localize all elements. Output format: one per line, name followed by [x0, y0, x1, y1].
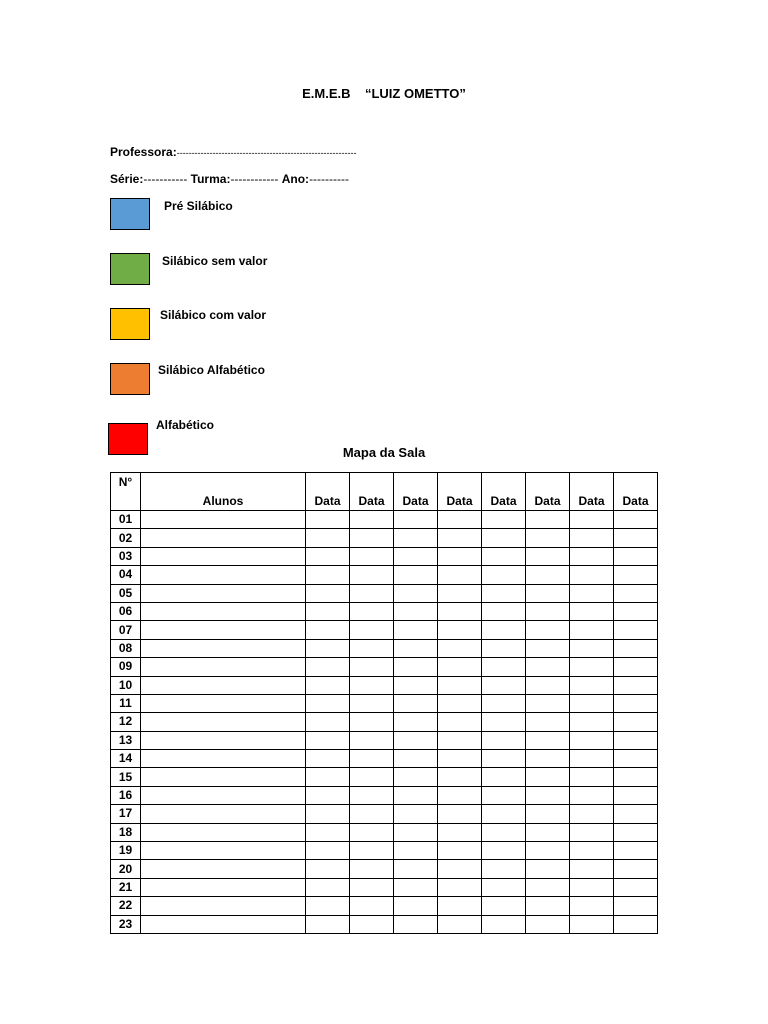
data-cell[interactable]	[614, 878, 658, 896]
data-cell[interactable]	[350, 676, 394, 694]
table-row	[111, 694, 658, 712]
data-cell[interactable]	[526, 842, 570, 860]
data-cell[interactable]	[526, 713, 570, 731]
ano-line: ----------	[309, 172, 350, 186]
data-cell[interactable]	[438, 713, 482, 731]
data-cell[interactable]	[306, 658, 350, 676]
data-cell[interactable]	[614, 602, 658, 620]
data-cell[interactable]	[306, 731, 350, 749]
data-cell[interactable]	[306, 713, 350, 731]
data-cell[interactable]	[350, 768, 394, 786]
data-cell[interactable]	[614, 731, 658, 749]
row-number: 14	[111, 750, 141, 768]
aluno-cell[interactable]	[141, 768, 306, 786]
data-cell[interactable]	[614, 676, 658, 694]
table-row	[111, 842, 658, 860]
data-cell[interactable]	[570, 694, 614, 712]
legend-label-alfabetico: Alfabético	[156, 418, 215, 432]
turma-label: Turma:	[190, 172, 231, 186]
header-data: Data	[438, 473, 482, 511]
data-cell[interactable]	[438, 768, 482, 786]
class-map-table	[110, 472, 658, 934]
data-cell[interactable]	[438, 639, 482, 657]
data-cell[interactable]	[526, 805, 570, 823]
data-cell[interactable]	[306, 823, 350, 841]
data-cell[interactable]	[570, 878, 614, 896]
row-number: 23	[111, 915, 141, 933]
row-number: 02	[111, 529, 141, 547]
data-cell[interactable]	[306, 529, 350, 547]
table-row	[111, 805, 658, 823]
data-cell[interactable]	[350, 566, 394, 584]
map-title: Mapa da Sala	[342, 445, 426, 460]
aluno-cell[interactable]	[141, 878, 306, 896]
data-cell[interactable]	[482, 860, 526, 878]
data-cell[interactable]	[306, 621, 350, 639]
row-number: 20	[111, 860, 141, 878]
data-cell[interactable]	[306, 602, 350, 620]
data-cell[interactable]	[526, 750, 570, 768]
data-cell[interactable]	[570, 897, 614, 915]
table-row	[111, 658, 658, 676]
data-cell[interactable]	[394, 658, 438, 676]
legend-swatch-silabico-com-valor	[110, 308, 150, 340]
data-cell[interactable]	[570, 529, 614, 547]
data-cell[interactable]	[614, 547, 658, 565]
data-cell[interactable]	[438, 676, 482, 694]
table-row	[111, 823, 658, 841]
serie-line: -----------	[143, 172, 191, 186]
data-cell[interactable]	[306, 750, 350, 768]
data-cell[interactable]	[526, 602, 570, 620]
data-cell[interactable]	[438, 750, 482, 768]
aluno-cell[interactable]	[141, 731, 306, 749]
data-cell[interactable]	[394, 915, 438, 933]
data-cell[interactable]	[350, 915, 394, 933]
data-cell[interactable]	[570, 842, 614, 860]
data-cell[interactable]	[350, 750, 394, 768]
table-row	[111, 639, 658, 657]
data-cell[interactable]	[526, 915, 570, 933]
data-cell[interactable]	[614, 694, 658, 712]
data-cell[interactable]	[438, 878, 482, 896]
aluno-cell[interactable]	[141, 639, 306, 657]
data-cell[interactable]	[614, 915, 658, 933]
data-cell[interactable]	[306, 805, 350, 823]
data-cell[interactable]	[526, 786, 570, 804]
table-row	[111, 878, 658, 896]
data-cell[interactable]	[482, 897, 526, 915]
aluno-cell[interactable]	[141, 823, 306, 841]
data-cell[interactable]	[350, 823, 394, 841]
data-cell[interactable]	[482, 731, 526, 749]
data-cell[interactable]	[394, 878, 438, 896]
data-cell[interactable]	[394, 805, 438, 823]
data-cell[interactable]	[306, 915, 350, 933]
data-cell[interactable]	[306, 639, 350, 657]
data-cell[interactable]	[570, 713, 614, 731]
data-cell[interactable]	[570, 768, 614, 786]
data-cell[interactable]	[306, 842, 350, 860]
data-cell[interactable]	[614, 768, 658, 786]
legend-swatch-silabico-sem-valor	[110, 253, 150, 285]
data-cell[interactable]	[438, 842, 482, 860]
data-cell[interactable]	[394, 860, 438, 878]
data-cell[interactable]	[482, 842, 526, 860]
data-cell[interactable]	[306, 768, 350, 786]
data-cell[interactable]	[306, 860, 350, 878]
data-cell[interactable]	[306, 584, 350, 602]
aluno-cell[interactable]	[141, 694, 306, 712]
data-cell[interactable]	[526, 584, 570, 602]
data-cell[interactable]	[438, 511, 482, 529]
row-number: 04	[111, 566, 141, 584]
data-cell[interactable]	[438, 897, 482, 915]
data-cell[interactable]	[482, 566, 526, 584]
data-cell[interactable]	[306, 547, 350, 565]
data-cell[interactable]	[394, 897, 438, 915]
table-row	[111, 860, 658, 878]
header-number: N°	[111, 473, 141, 511]
aluno-cell[interactable]	[141, 915, 306, 933]
row-number: 21	[111, 878, 141, 896]
aluno-cell[interactable]	[141, 805, 306, 823]
data-cell[interactable]	[350, 878, 394, 896]
data-cell[interactable]	[350, 860, 394, 878]
school-title: E.M.E.B “LUIZ OMETTO”	[302, 86, 466, 101]
header-data: Data	[482, 473, 526, 511]
data-cell[interactable]	[438, 694, 482, 712]
class-info-field	[110, 172, 349, 186]
table-row	[111, 750, 658, 768]
data-cell[interactable]	[438, 805, 482, 823]
data-cell[interactable]	[614, 584, 658, 602]
data-cell[interactable]	[350, 658, 394, 676]
data-cell[interactable]	[394, 676, 438, 694]
data-cell[interactable]	[394, 713, 438, 731]
table-row	[111, 547, 658, 565]
data-cell[interactable]	[394, 639, 438, 657]
data-cell[interactable]	[306, 676, 350, 694]
legend-swatch-silabico-alfabetico	[110, 363, 150, 395]
data-cell[interactable]	[526, 731, 570, 749]
data-cell[interactable]	[394, 511, 438, 529]
turma-line: ------------	[230, 172, 282, 186]
data-cell[interactable]	[482, 511, 526, 529]
row-number: 18	[111, 823, 141, 841]
data-cell[interactable]	[570, 584, 614, 602]
aluno-cell[interactable]	[141, 842, 306, 860]
data-cell[interactable]	[614, 786, 658, 804]
row-number: 13	[111, 731, 141, 749]
data-cell[interactable]	[482, 676, 526, 694]
data-cell[interactable]	[350, 547, 394, 565]
data-cell[interactable]	[614, 842, 658, 860]
header-data: Data	[526, 473, 570, 511]
header-data: Data	[394, 473, 438, 511]
data-cell[interactable]	[394, 694, 438, 712]
data-cell[interactable]	[394, 621, 438, 639]
row-number: 19	[111, 842, 141, 860]
data-cell[interactable]	[526, 658, 570, 676]
data-cell[interactable]	[350, 842, 394, 860]
data-cell[interactable]	[570, 639, 614, 657]
data-cell[interactable]	[570, 621, 614, 639]
aluno-cell[interactable]	[141, 676, 306, 694]
serie-label: Série:	[110, 172, 144, 186]
data-cell[interactable]	[350, 511, 394, 529]
table-row	[111, 566, 658, 584]
aluno-cell[interactable]	[141, 511, 306, 529]
data-cell[interactable]	[482, 878, 526, 896]
data-cell[interactable]	[482, 915, 526, 933]
data-cell[interactable]	[394, 566, 438, 584]
aluno-cell[interactable]	[141, 584, 306, 602]
data-cell[interactable]	[482, 547, 526, 565]
data-cell[interactable]	[350, 713, 394, 731]
data-cell[interactable]	[394, 842, 438, 860]
data-cell[interactable]	[438, 658, 482, 676]
row-number: 09	[111, 658, 141, 676]
data-cell[interactable]	[614, 750, 658, 768]
data-cell[interactable]	[482, 639, 526, 657]
professora-label: Professora:	[110, 145, 177, 159]
data-cell[interactable]	[614, 566, 658, 584]
header-data: Data	[570, 473, 614, 511]
data-cell[interactable]	[482, 823, 526, 841]
data-cell[interactable]	[350, 694, 394, 712]
aluno-cell[interactable]	[141, 750, 306, 768]
data-cell[interactable]	[526, 676, 570, 694]
header-alunos: Alunos	[141, 473, 306, 511]
data-cell[interactable]	[570, 566, 614, 584]
header-data: Data	[350, 473, 394, 511]
data-cell[interactable]	[614, 860, 658, 878]
data-cell[interactable]	[614, 511, 658, 529]
row-number: 07	[111, 621, 141, 639]
table-row	[111, 511, 658, 529]
data-cell[interactable]	[570, 511, 614, 529]
data-cell[interactable]	[438, 915, 482, 933]
data-cell[interactable]	[438, 547, 482, 565]
data-cell[interactable]	[482, 658, 526, 676]
data-cell[interactable]	[350, 602, 394, 620]
data-cell[interactable]	[526, 639, 570, 657]
data-cell[interactable]	[306, 566, 350, 584]
data-cell[interactable]	[394, 529, 438, 547]
aluno-cell[interactable]	[141, 897, 306, 915]
row-number: 08	[111, 639, 141, 657]
table-header-row	[111, 473, 658, 511]
aluno-cell[interactable]	[141, 529, 306, 547]
data-cell[interactable]	[526, 768, 570, 786]
data-cell[interactable]	[614, 805, 658, 823]
data-cell[interactable]	[614, 823, 658, 841]
table-row	[111, 676, 658, 694]
aluno-cell[interactable]	[141, 786, 306, 804]
data-cell[interactable]	[306, 511, 350, 529]
data-cell[interactable]	[526, 529, 570, 547]
aluno-cell[interactable]	[141, 860, 306, 878]
data-cell[interactable]	[350, 731, 394, 749]
data-cell[interactable]	[570, 731, 614, 749]
aluno-cell[interactable]	[141, 713, 306, 731]
aluno-cell[interactable]	[141, 602, 306, 620]
data-cell[interactable]	[526, 621, 570, 639]
aluno-cell[interactable]	[141, 621, 306, 639]
data-cell[interactable]	[394, 584, 438, 602]
data-cell[interactable]	[526, 823, 570, 841]
data-cell[interactable]	[438, 786, 482, 804]
data-cell[interactable]	[306, 878, 350, 896]
data-cell[interactable]	[570, 750, 614, 768]
table-row	[111, 915, 658, 933]
data-cell[interactable]	[482, 768, 526, 786]
ano-label: Ano:	[281, 172, 310, 186]
row-number: 22	[111, 897, 141, 915]
data-cell[interactable]	[482, 713, 526, 731]
data-cell[interactable]	[438, 584, 482, 602]
data-cell[interactable]	[394, 786, 438, 804]
data-cell[interactable]	[570, 786, 614, 804]
legend-label-pre-silabico: Pré Silábico	[164, 199, 233, 213]
data-cell[interactable]	[482, 584, 526, 602]
data-cell[interactable]	[526, 566, 570, 584]
table-row	[111, 621, 658, 639]
header-data: Data	[306, 473, 350, 511]
data-cell[interactable]	[306, 897, 350, 915]
table-row	[111, 584, 658, 602]
data-cell[interactable]	[350, 897, 394, 915]
table-row	[111, 602, 658, 620]
data-cell[interactable]	[394, 547, 438, 565]
row-number: 03	[111, 547, 141, 565]
data-cell[interactable]	[526, 897, 570, 915]
aluno-cell[interactable]	[141, 658, 306, 676]
professora-field	[110, 145, 357, 159]
data-cell[interactable]	[526, 511, 570, 529]
row-number: 01	[111, 511, 141, 529]
data-cell[interactable]	[482, 805, 526, 823]
legend-swatch-pre-silabico	[110, 198, 150, 230]
professora-line: ------------------------------------------------------------	[176, 148, 357, 158]
data-cell[interactable]	[394, 823, 438, 841]
data-cell[interactable]	[482, 694, 526, 712]
data-cell[interactable]	[350, 639, 394, 657]
data-cell[interactable]	[614, 529, 658, 547]
data-cell[interactable]	[350, 805, 394, 823]
data-cell[interactable]	[526, 860, 570, 878]
row-number: 05	[111, 584, 141, 602]
data-cell[interactable]	[570, 823, 614, 841]
row-number: 15	[111, 768, 141, 786]
data-cell[interactable]	[614, 713, 658, 731]
data-cell[interactable]	[570, 860, 614, 878]
table-row	[111, 768, 658, 786]
table-row	[111, 786, 658, 804]
data-cell[interactable]	[570, 658, 614, 676]
row-number: 12	[111, 713, 141, 731]
data-cell[interactable]	[482, 750, 526, 768]
data-cell[interactable]	[438, 731, 482, 749]
data-cell[interactable]	[394, 602, 438, 620]
data-cell[interactable]	[614, 658, 658, 676]
data-cell[interactable]	[350, 786, 394, 804]
legend-label-silabico-sem-valor: Silábico sem valor	[162, 254, 268, 268]
data-cell[interactable]	[482, 786, 526, 804]
header-data: Data	[614, 473, 658, 511]
data-cell[interactable]	[614, 639, 658, 657]
data-cell[interactable]	[526, 878, 570, 896]
data-cell[interactable]	[306, 786, 350, 804]
table-row	[111, 897, 658, 915]
data-cell[interactable]	[570, 676, 614, 694]
data-cell[interactable]	[438, 621, 482, 639]
row-number: 10	[111, 676, 141, 694]
data-cell[interactable]	[570, 602, 614, 620]
table-row	[111, 713, 658, 731]
data-cell[interactable]	[526, 694, 570, 712]
legend-label-silabico-com-valor: Silábico com valor	[160, 308, 267, 322]
data-cell[interactable]	[394, 750, 438, 768]
data-cell[interactable]	[394, 768, 438, 786]
data-cell[interactable]	[614, 621, 658, 639]
data-cell[interactable]	[570, 915, 614, 933]
data-cell[interactable]	[570, 805, 614, 823]
data-cell[interactable]	[482, 602, 526, 620]
row-number: 11	[111, 694, 141, 712]
data-cell[interactable]	[526, 547, 570, 565]
legend-label-silabico-alfabetico: Silábico Alfabético	[158, 363, 265, 377]
table-row	[111, 529, 658, 547]
data-cell[interactable]	[306, 694, 350, 712]
row-number: 17	[111, 805, 141, 823]
row-number: 06	[111, 602, 141, 620]
table-row	[111, 731, 658, 749]
data-cell[interactable]	[570, 547, 614, 565]
data-cell[interactable]	[438, 823, 482, 841]
data-cell[interactable]	[438, 529, 482, 547]
data-cell[interactable]	[482, 529, 526, 547]
data-cell[interactable]	[614, 897, 658, 915]
aluno-cell[interactable]	[141, 566, 306, 584]
data-cell[interactable]	[438, 566, 482, 584]
row-number: 16	[111, 786, 141, 804]
data-cell[interactable]	[350, 584, 394, 602]
data-cell[interactable]	[438, 860, 482, 878]
data-cell[interactable]	[394, 731, 438, 749]
aluno-cell[interactable]	[141, 547, 306, 565]
data-cell[interactable]	[438, 602, 482, 620]
data-cell[interactable]	[350, 529, 394, 547]
data-cell[interactable]	[350, 621, 394, 639]
data-cell[interactable]	[482, 621, 526, 639]
